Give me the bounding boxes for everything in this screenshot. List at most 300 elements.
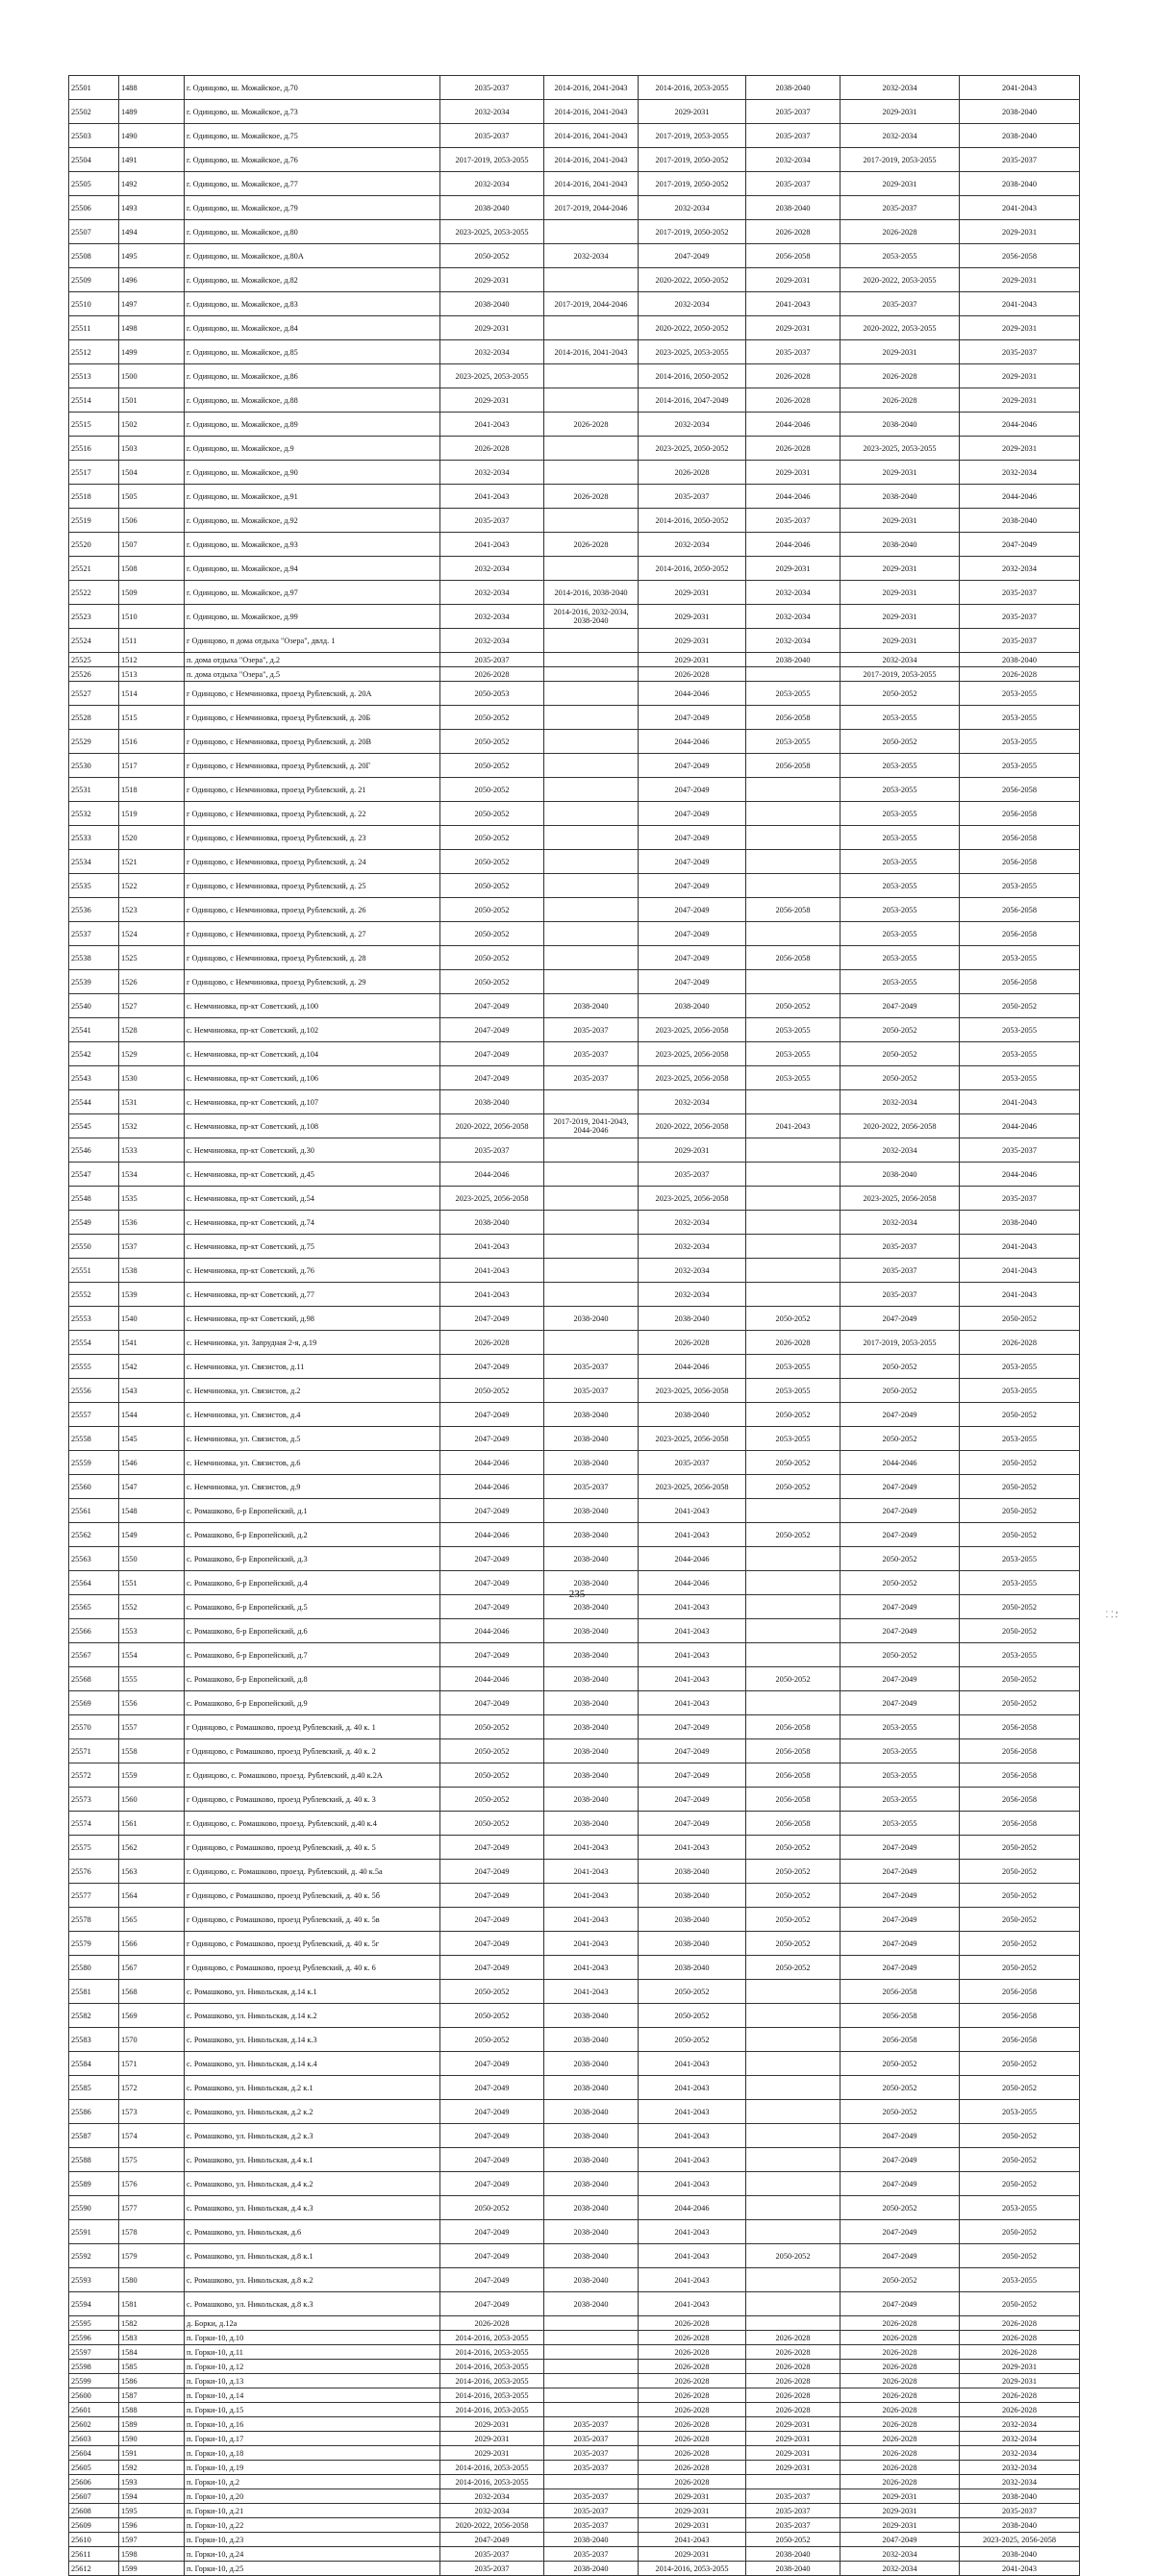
cell-period-1: 2050-2052	[440, 2004, 544, 2028]
cell-address-code: 1573	[119, 2100, 185, 2124]
cell-row-number: 25516	[69, 437, 119, 461]
cell-period-5: 2050-2052	[840, 2052, 960, 2076]
cell-period-2: 2038-2040	[544, 1812, 639, 1836]
cell-address-code: 1532	[119, 1114, 185, 1138]
cell-period-6: 2038-2040	[960, 2547, 1080, 2562]
cell-row-number: 25592	[69, 2244, 119, 2268]
cell-period-3: 2047-2049	[639, 1739, 746, 1763]
cell-period-1: 2050-2052	[440, 778, 544, 802]
cell-address-code: 1580	[119, 2268, 185, 2292]
cell-address-code: 1533	[119, 1138, 185, 1163]
cell-period-4	[746, 2172, 840, 2196]
cell-period-5: 2047-2049	[840, 2220, 960, 2244]
table-row	[69, 754, 1080, 778]
cell-period-2: 2038-2040	[544, 2196, 639, 2220]
cell-row-number: 25608	[69, 2504, 119, 2518]
cell-address-code: 1583	[119, 2331, 185, 2345]
cell-period-6: 2056-2058	[960, 1980, 1080, 2004]
table-row	[69, 1163, 1080, 1187]
cell-period-1: 2047-2049	[440, 1427, 544, 1451]
cell-address-code: 1584	[119, 2345, 185, 2360]
cell-period-5: 2047-2049	[840, 1619, 960, 1643]
table-row	[69, 2403, 1080, 2417]
cell-address: с. Ромашково, ул. Никольская, д.4 к.2	[185, 2172, 440, 2196]
table-row	[69, 76, 1080, 100]
cell-address-code: 1538	[119, 1259, 185, 1283]
cell-address: г. Одинцово, ш. Можайское, д.88	[185, 388, 440, 413]
table-row	[69, 1090, 1080, 1114]
cell-period-4: 2050-2052	[746, 1884, 840, 1908]
cell-address-code: 1590	[119, 2432, 185, 2446]
cell-address-code: 1574	[119, 2124, 185, 2148]
cell-address-code: 1530	[119, 1066, 185, 1090]
cell-period-2: 2038-2040	[544, 1307, 639, 1331]
cell-period-2	[544, 557, 639, 581]
cell-period-4: 2035-2037	[746, 124, 840, 148]
cell-period-6: 2035-2037	[960, 1187, 1080, 1211]
table-row	[69, 2489, 1080, 2504]
cell-period-6: 2038-2040	[960, 100, 1080, 124]
cell-period-4	[746, 2076, 840, 2100]
cell-row-number: 25598	[69, 2360, 119, 2374]
cell-period-2: 2038-2040	[544, 2124, 639, 2148]
cell-period-4: 2026-2028	[746, 2360, 840, 2374]
cell-row-number: 25589	[69, 2172, 119, 2196]
cell-address-code: 1502	[119, 413, 185, 437]
cell-address: г. Одинцово, ш. Можайское, д.90	[185, 461, 440, 485]
cell-row-number: 25565	[69, 1595, 119, 1619]
cell-period-1: 2029-2031	[440, 268, 544, 292]
cell-period-3: 2044-2046	[639, 2196, 746, 2220]
cell-period-2: 2038-2040	[544, 1451, 639, 1475]
table-row	[69, 2518, 1080, 2533]
cell-period-6: 2050-2052	[960, 1475, 1080, 1499]
table-row	[69, 581, 1080, 605]
cell-period-4: 2035-2037	[746, 2504, 840, 2518]
cell-address-code: 1551	[119, 1571, 185, 1595]
cell-period-1: 2047-2049	[440, 2268, 544, 2292]
table-row	[69, 2360, 1080, 2374]
cell-period-6: 2050-2052	[960, 2076, 1080, 2100]
cell-period-5: 2050-2052	[840, 2100, 960, 2124]
cell-address-code: 1559	[119, 1763, 185, 1788]
cell-period-6: 2053-2055	[960, 730, 1080, 754]
cell-address: г. Одинцово, ш. Можайское, д.77	[185, 172, 440, 196]
cell-address: г Одинцово, с Ромашково, проезд Рублевский, д. 40 к. 6	[185, 1956, 440, 1980]
cell-period-5: 2053-2055	[840, 970, 960, 994]
cell-period-6: 2023-2025, 2056-2058	[960, 2533, 1080, 2547]
cell-period-3: 2047-2049	[639, 898, 746, 922]
cell-period-3: 2017-2019, 2050-2052	[639, 220, 746, 244]
cell-period-4: 2026-2028	[746, 2403, 840, 2417]
cell-period-6: 2050-2052	[960, 1691, 1080, 1715]
table-row	[69, 1475, 1080, 1499]
cell-address-code: 1516	[119, 730, 185, 754]
cell-period-3: 2038-2040	[639, 1307, 746, 1331]
cell-row-number: 25528	[69, 706, 119, 730]
cell-address-code: 1582	[119, 2316, 185, 2331]
table-row	[69, 1788, 1080, 1812]
table-row	[69, 2100, 1080, 2124]
cell-period-3: 2026-2028	[639, 2374, 746, 2388]
cell-period-2: 2038-2040	[544, 2533, 639, 2547]
cell-address-code: 1598	[119, 2547, 185, 2562]
cell-address: п. Горки-10, д.13	[185, 2374, 440, 2388]
cell-period-2: 2038-2040	[544, 1691, 639, 1715]
cell-period-5: 2053-2055	[840, 778, 960, 802]
cell-period-6: 2050-2052	[960, 1932, 1080, 1956]
cell-row-number: 25529	[69, 730, 119, 754]
table-row	[69, 2562, 1080, 2576]
cell-row-number: 25527	[69, 682, 119, 706]
cell-address: г. Одинцово, ш. Можайское, д.83	[185, 292, 440, 316]
cell-period-5: 2035-2037	[840, 1283, 960, 1307]
table-row	[69, 1980, 1080, 2004]
cell-address: п. дома отдыха "Озера", д.2	[185, 653, 440, 667]
cell-row-number: 25513	[69, 364, 119, 388]
cell-address-code: 1508	[119, 557, 185, 581]
cell-period-2	[544, 364, 639, 388]
cell-period-1: 2035-2037	[440, 2547, 544, 2562]
cell-period-4: 2029-2031	[746, 2417, 840, 2432]
cell-period-3: 2044-2046	[639, 1547, 746, 1571]
table-row	[69, 682, 1080, 706]
scan-artifact-mark: ⸬ ⸵	[1106, 1610, 1118, 1619]
cell-row-number: 25606	[69, 2475, 119, 2489]
cell-period-1: 2032-2034	[440, 340, 544, 364]
cell-period-2	[544, 970, 639, 994]
cell-address-code: 1550	[119, 1547, 185, 1571]
cell-address: г Одинцово, с Немчиновка, проезд Рублевский, д. 29	[185, 970, 440, 994]
cell-period-2	[544, 850, 639, 874]
cell-period-5: 2047-2049	[840, 2292, 960, 2316]
cell-period-6: 2053-2055	[960, 1547, 1080, 1571]
cell-period-1: 2032-2034	[440, 581, 544, 605]
cell-period-6: 2032-2034	[960, 2432, 1080, 2446]
cell-period-6: 2056-2058	[960, 850, 1080, 874]
cell-address-code: 1488	[119, 76, 185, 100]
cell-period-3: 2026-2028	[639, 2331, 746, 2345]
cell-period-5: 2032-2034	[840, 76, 960, 100]
cell-period-4: 2035-2037	[746, 172, 840, 196]
cell-period-3: 2026-2028	[639, 2432, 746, 2446]
cell-period-1: 2050-2052	[440, 2196, 544, 2220]
cell-period-1: 2014-2016, 2053-2055	[440, 2461, 544, 2475]
cell-row-number: 25510	[69, 292, 119, 316]
cell-period-3: 2029-2031	[639, 2518, 746, 2533]
cell-period-1: 2047-2049	[440, 1018, 544, 1042]
table-row	[69, 1691, 1080, 1715]
cell-period-5: 2017-2019, 2053-2055	[840, 148, 960, 172]
cell-period-5: 2047-2049	[840, 994, 960, 1018]
cell-address-code: 1557	[119, 1715, 185, 1739]
cell-address: с. Немчиновка, пр-кт Советский, д.74	[185, 1211, 440, 1235]
cell-period-2	[544, 388, 639, 413]
cell-period-5: 2056-2058	[840, 2028, 960, 2052]
table-row	[69, 1667, 1080, 1691]
cell-period-2: 2035-2037	[544, 2504, 639, 2518]
cell-period-4	[746, 1187, 840, 1211]
cell-period-4: 2035-2037	[746, 509, 840, 533]
table-row	[69, 2004, 1080, 2028]
cell-period-3: 2038-2040	[639, 1403, 746, 1427]
cell-period-6: 2053-2055	[960, 706, 1080, 730]
cell-address-code: 1562	[119, 1836, 185, 1860]
cell-period-4	[746, 826, 840, 850]
cell-period-6: 2053-2055	[960, 946, 1080, 970]
cell-period-1: 2035-2037	[440, 76, 544, 100]
cell-period-4: 2044-2046	[746, 413, 840, 437]
cell-period-3: 2014-2016, 2050-2052	[639, 557, 746, 581]
cell-address-code: 1519	[119, 802, 185, 826]
cell-address-code: 1521	[119, 850, 185, 874]
cell-period-3: 2038-2040	[639, 1908, 746, 1932]
table-row	[69, 2052, 1080, 2076]
cell-period-6: 2038-2040	[960, 1211, 1080, 1235]
cell-period-4: 2026-2028	[746, 437, 840, 461]
cell-period-1: 2047-2049	[440, 2100, 544, 2124]
cell-period-2: 2038-2040	[544, 2052, 639, 2076]
cell-period-3: 2017-2019, 2050-2052	[639, 172, 746, 196]
table-row	[69, 1403, 1080, 1427]
cell-address-code: 1489	[119, 100, 185, 124]
cell-period-4: 2050-2052	[746, 1860, 840, 1884]
cell-period-2: 2038-2040	[544, 1571, 639, 1595]
table-row	[69, 557, 1080, 581]
cell-period-1: 2050-2052	[440, 922, 544, 946]
cell-period-4: 2056-2058	[746, 706, 840, 730]
cell-row-number: 25509	[69, 268, 119, 292]
cell-address-code: 1520	[119, 826, 185, 850]
table-row	[69, 2028, 1080, 2052]
cell-period-4: 2056-2058	[746, 244, 840, 268]
cell-period-1: 2014-2016, 2053-2055	[440, 2331, 544, 2345]
cell-period-3: 2041-2043	[639, 1667, 746, 1691]
cell-period-1: 2014-2016, 2053-2055	[440, 2403, 544, 2417]
cell-row-number: 25607	[69, 2489, 119, 2504]
cell-period-2	[544, 1090, 639, 1114]
cell-period-6: 2053-2055	[960, 1355, 1080, 1379]
cell-period-2: 2041-2043	[544, 1980, 639, 2004]
cell-period-5: 2035-2037	[840, 196, 960, 220]
cell-period-2: 2041-2043	[544, 1836, 639, 1860]
cell-address: г Одинцово, с Немчиновка, проезд Рублевский, д. 26	[185, 898, 440, 922]
cell-period-2: 2035-2037	[544, 1475, 639, 1499]
cell-period-3: 2038-2040	[639, 1860, 746, 1884]
cell-period-1: 2047-2049	[440, 1547, 544, 1571]
cell-period-6: 2035-2037	[960, 2504, 1080, 2518]
cell-period-3: 2032-2034	[639, 196, 746, 220]
cell-address: с. Немчиновка, пр-кт Советский, д.100	[185, 994, 440, 1018]
cell-address: г. Одинцово, ш. Можайское, д.93	[185, 533, 440, 557]
cell-period-6: 2038-2040	[960, 124, 1080, 148]
cell-row-number: 25595	[69, 2316, 119, 2331]
cell-address-code: 1563	[119, 1860, 185, 1884]
cell-address: г Одинцово, с Ромашково, проезд Рублевский, д. 40 к. 3	[185, 1788, 440, 1812]
cell-period-6: 2053-2055	[960, 1643, 1080, 1667]
cell-address-code: 1528	[119, 1018, 185, 1042]
cell-address: г. Одинцово, ш. Можайское, д.85	[185, 340, 440, 364]
table-row	[69, 1836, 1080, 1860]
cell-row-number: 25554	[69, 1331, 119, 1355]
cell-row-number: 25549	[69, 1211, 119, 1235]
cell-address-code: 1553	[119, 1619, 185, 1643]
cell-period-2: 2014-2016, 2041-2043	[544, 76, 639, 100]
cell-period-3: 2026-2028	[639, 2388, 746, 2403]
cell-row-number: 25560	[69, 1475, 119, 1499]
cell-period-4: 2044-2046	[746, 533, 840, 557]
cell-period-1: 2047-2049	[440, 1908, 544, 1932]
cell-address-code: 1524	[119, 922, 185, 946]
cell-period-6: 2050-2052	[960, 1667, 1080, 1691]
cell-address-code: 1554	[119, 1643, 185, 1667]
cell-period-2	[544, 1235, 639, 1259]
cell-period-6: 2050-2052	[960, 2292, 1080, 2316]
cell-period-5: 2047-2049	[840, 1307, 960, 1331]
cell-address-code: 1535	[119, 1187, 185, 1211]
cell-address-code: 1549	[119, 1523, 185, 1547]
cell-period-4	[746, 1499, 840, 1523]
cell-address-code: 1597	[119, 2533, 185, 2547]
cell-period-1: 2032-2034	[440, 629, 544, 653]
cell-row-number: 25536	[69, 898, 119, 922]
cell-period-3: 2029-2031	[639, 629, 746, 653]
cell-period-1: 2020-2022, 2056-2058	[440, 1114, 544, 1138]
cell-address-code: 1561	[119, 1812, 185, 1836]
cell-address: п. Горки-10, д.22	[185, 2518, 440, 2533]
cell-period-5: 2026-2028	[840, 2388, 960, 2403]
cell-period-2: 2032-2034	[544, 244, 639, 268]
cell-row-number: 25599	[69, 2374, 119, 2388]
cell-period-1: 2050-2052	[440, 1739, 544, 1763]
cell-period-4: 2044-2046	[746, 485, 840, 509]
cell-row-number: 25511	[69, 316, 119, 340]
cell-row-number: 25541	[69, 1018, 119, 1042]
cell-period-3: 2047-2049	[639, 706, 746, 730]
cell-period-5: 2047-2049	[840, 2172, 960, 2196]
cell-period-3: 2047-2049	[639, 826, 746, 850]
cell-period-6: 2056-2058	[960, 922, 1080, 946]
cell-period-6: 2056-2058	[960, 1763, 1080, 1788]
cell-address: с. Немчиновка, пр-кт Советский, д.54	[185, 1187, 440, 1211]
cell-address: п. Горки-10, д.14	[185, 2388, 440, 2403]
cell-period-2: 2014-2016, 2041-2043	[544, 148, 639, 172]
cell-period-1: 2050-2052	[440, 1812, 544, 1836]
cell-period-4: 2056-2058	[746, 1788, 840, 1812]
cell-period-6: 2032-2034	[960, 2461, 1080, 2475]
cell-row-number: 25551	[69, 1259, 119, 1283]
cell-period-5: 2047-2049	[840, 2148, 960, 2172]
cell-period-5: 2032-2034	[840, 653, 960, 667]
cell-period-2: 2035-2037	[544, 1042, 639, 1066]
cell-period-5: 2053-2055	[840, 244, 960, 268]
cell-period-1: 2047-2049	[440, 1499, 544, 1523]
cell-period-1: 2044-2046	[440, 1523, 544, 1547]
cell-period-2: 2035-2037	[544, 2461, 639, 2475]
cell-period-2	[544, 2403, 639, 2417]
table-row	[69, 2148, 1080, 2172]
cell-period-1: 2044-2046	[440, 1667, 544, 1691]
cell-period-2	[544, 268, 639, 292]
table-row	[69, 946, 1080, 970]
cell-period-5: 2017-2019, 2053-2055	[840, 1331, 960, 1355]
cell-period-1: 2014-2016, 2053-2055	[440, 2360, 544, 2374]
table-row	[69, 437, 1080, 461]
cell-period-1: 2032-2034	[440, 2489, 544, 2504]
table-row	[69, 2244, 1080, 2268]
cell-address: г. Одинцово, ш. Можайское, д.86	[185, 364, 440, 388]
table-row	[69, 340, 1080, 364]
cell-period-5: 2053-2055	[840, 1812, 960, 1836]
cell-address-code: 1556	[119, 1691, 185, 1715]
cell-period-6: 2053-2055	[960, 1427, 1080, 1451]
cell-address-code: 1495	[119, 244, 185, 268]
table-row	[69, 2432, 1080, 2446]
table-row	[69, 922, 1080, 946]
cell-row-number: 25567	[69, 1643, 119, 1667]
cell-period-2	[544, 1211, 639, 1235]
cell-period-4: 2053-2055	[746, 1066, 840, 1090]
cell-period-6: 2029-2031	[960, 220, 1080, 244]
cell-address: г Одинцово, с Немчиновка, проезд Рублевский, д. 24	[185, 850, 440, 874]
cell-address: с. Ромашково, б-р Европейский, д.3	[185, 1547, 440, 1571]
cell-period-3: 2029-2031	[639, 605, 746, 629]
cell-period-6: 2041-2043	[960, 196, 1080, 220]
cell-period-6: 2056-2058	[960, 802, 1080, 826]
cell-period-3: 2017-2019, 2053-2055	[639, 124, 746, 148]
cell-period-1: 2047-2049	[440, 1643, 544, 1667]
cell-period-1: 2050-2052	[440, 970, 544, 994]
cell-period-4	[746, 667, 840, 682]
cell-address-code: 1491	[119, 148, 185, 172]
cell-row-number: 25593	[69, 2268, 119, 2292]
cell-address: г Одинцово, с Немчиновка, проезд Рублевский, д. 20А	[185, 682, 440, 706]
cell-address-code: 1501	[119, 388, 185, 413]
cell-address-code: 1514	[119, 682, 185, 706]
cell-period-6: 2026-2028	[960, 667, 1080, 682]
cell-period-6: 2050-2052	[960, 2124, 1080, 2148]
cell-period-4: 2029-2031	[746, 2432, 840, 2446]
cell-period-4	[746, 2148, 840, 2172]
cell-period-5: 2026-2028	[840, 220, 960, 244]
cell-period-1: 2029-2031	[440, 2417, 544, 2432]
cell-period-4	[746, 970, 840, 994]
cell-period-2	[544, 2388, 639, 2403]
cell-period-2: 2038-2040	[544, 1523, 639, 1547]
table-row	[69, 2547, 1080, 2562]
cell-row-number: 25597	[69, 2345, 119, 2360]
cell-period-3: 2041-2043	[639, 2148, 746, 2172]
cell-period-1: 2047-2049	[440, 1403, 544, 1427]
cell-period-3: 2032-2034	[639, 1211, 746, 1235]
cell-row-number: 25524	[69, 629, 119, 653]
cell-period-5: 2035-2037	[840, 1259, 960, 1283]
cell-period-3: 2032-2034	[639, 1090, 746, 1114]
cell-row-number: 25576	[69, 1860, 119, 1884]
cell-row-number: 25575	[69, 1836, 119, 1860]
cell-period-6: 2056-2058	[960, 826, 1080, 850]
cell-period-3: 2032-2034	[639, 413, 746, 437]
cell-period-2: 2038-2040	[544, 1547, 639, 1571]
cell-period-6: 2056-2058	[960, 1715, 1080, 1739]
cell-row-number: 25584	[69, 2052, 119, 2076]
cell-address: с. Ромашково, б-р Европейский, д.9	[185, 1691, 440, 1715]
cell-period-2: 2038-2040	[544, 1595, 639, 1619]
cell-period-2	[544, 1331, 639, 1355]
cell-period-3: 2047-2049	[639, 1788, 746, 1812]
cell-period-5: 2047-2049	[840, 1860, 960, 1884]
cell-period-2: 2038-2040	[544, 2244, 639, 2268]
